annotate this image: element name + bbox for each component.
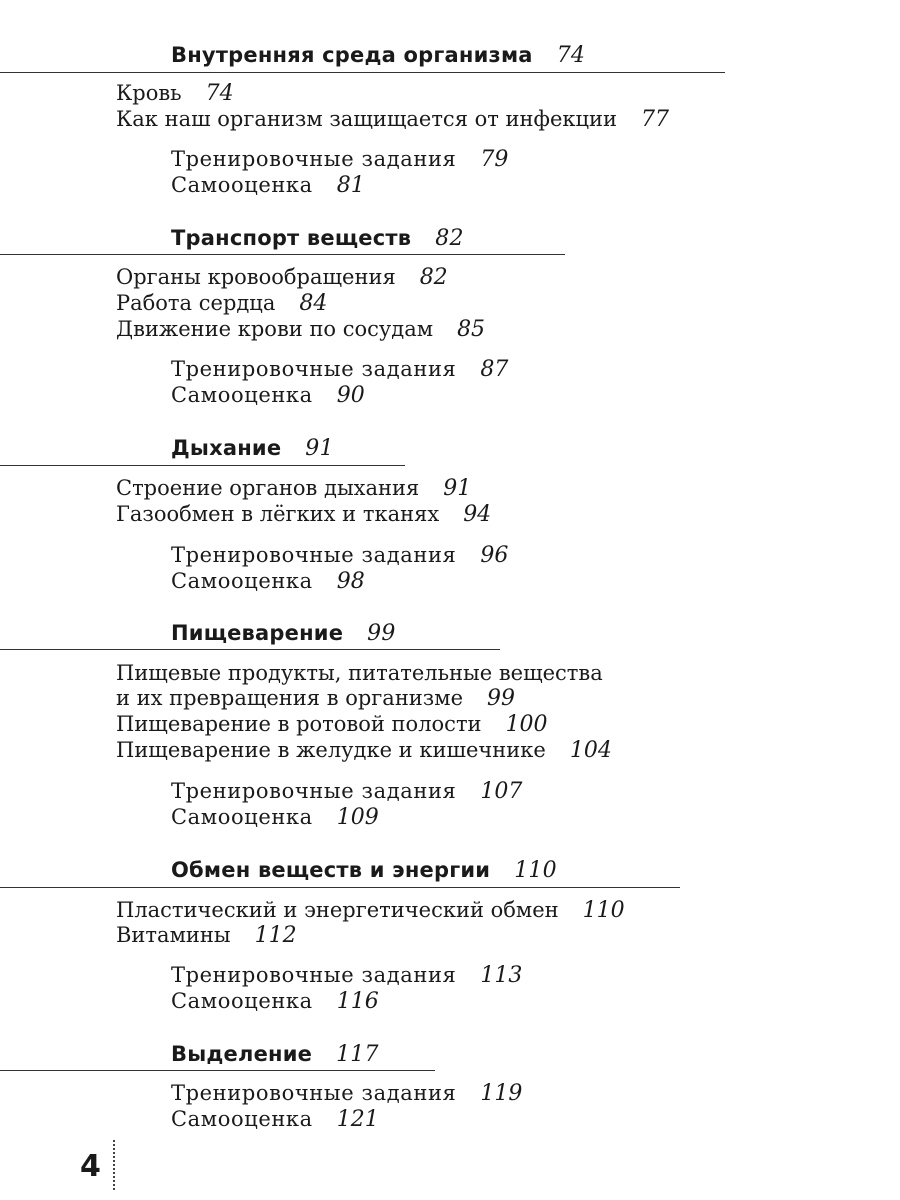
entry-title: Самооценка (171, 805, 313, 829)
entry-title: Тренировочные задания (171, 1081, 457, 1105)
entry-page-number: 85 (457, 317, 486, 342)
toc-subentry (171, 356, 508, 383)
entry-title: Строение органов дыхания (116, 476, 420, 500)
section-divider (0, 1070, 435, 1071)
entry-page-number: 121 (336, 1107, 379, 1132)
entry-page-number: 81 (336, 173, 365, 198)
toc-subentry (171, 778, 522, 805)
section-page-number: 91 (305, 436, 334, 461)
entry-title: Витамины (116, 923, 231, 947)
toc-entry (116, 264, 448, 291)
toc-entry (116, 106, 669, 133)
entry-page-number: 90 (336, 383, 365, 408)
section-divider (0, 465, 405, 466)
entry-page-number: 74 (205, 81, 234, 106)
page-number: 4 (80, 1149, 101, 1184)
entry-title: Тренировочные задания (171, 543, 457, 567)
entry-title: Самооценка (171, 1107, 313, 1131)
entry-page-number: 82 (419, 265, 448, 290)
entry-title: Пластический и энергетический обмен (116, 898, 559, 922)
entry-title: Тренировочные задания (171, 963, 457, 987)
entry-page-number: 100 (505, 712, 548, 737)
entry-title: Тренировочные задания (171, 147, 457, 171)
section-title: Транспорт веществ (171, 226, 412, 250)
entry-title: Самооценка (171, 383, 313, 407)
toc-subentry (171, 542, 508, 569)
toc-subentry (171, 146, 508, 173)
toc-entry (116, 501, 491, 528)
toc-entry (116, 685, 515, 712)
section-title: Обмен веществ и энергии (171, 858, 491, 882)
section-heading (171, 857, 557, 884)
section-divider (0, 649, 500, 650)
section-divider (0, 887, 680, 888)
entry-title: Газообмен в лёгких и тканях (116, 502, 440, 526)
entry-title: Кровь (116, 81, 182, 105)
section-divider (0, 72, 725, 73)
page-number-divider (113, 1140, 115, 1190)
toc-entry (116, 80, 234, 107)
toc-entry (116, 660, 603, 686)
entry-page-number: 87 (480, 357, 509, 382)
toc-subentry (171, 1106, 379, 1133)
toc-entry (116, 475, 471, 502)
section-heading (171, 435, 334, 462)
section-page-number: 110 (514, 858, 557, 883)
section-page-number: 99 (367, 621, 396, 646)
section-title: Внутренняя среда организма (171, 43, 533, 67)
entry-page-number: 104 (569, 738, 612, 763)
entry-title: Самооценка (171, 173, 313, 197)
section-heading (171, 620, 396, 647)
entry-title: Пищеварение в желудке и кишечнике (116, 738, 546, 762)
entry-page-number: 116 (336, 989, 379, 1014)
entry-page-number: 79 (480, 147, 509, 172)
entry-page-number: 94 (463, 502, 492, 527)
section-divider (0, 254, 565, 255)
toc-entry (116, 316, 485, 343)
entry-page-number: 110 (582, 898, 625, 923)
entry-page-number: 91 (443, 476, 472, 501)
entry-title: Как наш организм защищается от инфекции (116, 107, 618, 131)
section-heading (171, 42, 585, 69)
toc-subentry (171, 382, 365, 409)
entry-page-number: 84 (299, 291, 328, 316)
section-page-number: 82 (435, 226, 464, 251)
section-page-number: 74 (556, 43, 586, 68)
section-title: Пищеварение (171, 621, 344, 645)
entry-page-number: 99 (487, 686, 516, 711)
entry-title: Тренировочные задания (171, 779, 457, 803)
toc-subentry (171, 568, 365, 595)
entry-page-number: 119 (480, 1081, 523, 1106)
toc-subentry (171, 1080, 522, 1107)
section-title: Выделение (171, 1042, 313, 1066)
entry-page-number: 112 (254, 923, 297, 948)
entry-page-number: 98 (336, 569, 365, 594)
toc-entry (116, 737, 612, 764)
entry-title: Самооценка (171, 569, 313, 593)
entry-title: Органы кровообращения (116, 265, 396, 289)
entry-title: Тренировочные задания (171, 357, 457, 381)
entry-page-number: 113 (480, 963, 523, 988)
entry-page-number: 96 (480, 543, 509, 568)
toc-entry (116, 897, 625, 924)
entry-title: и их превращения в организме (116, 686, 464, 710)
entry-title: Самооценка (171, 989, 313, 1013)
entry-page-number: 107 (480, 779, 523, 804)
entry-title: Работа сердца (116, 291, 276, 315)
entry-title: Пищеварение в ротовой полости (116, 712, 482, 736)
toc-subentry (171, 988, 379, 1015)
entry-title: Пищевые продукты, питательные вещества (116, 661, 603, 685)
toc-subentry (171, 962, 522, 989)
toc-entry (116, 922, 297, 949)
entry-page-number: 109 (336, 805, 379, 830)
toc-subentry (171, 172, 365, 199)
entry-page-number: 77 (641, 107, 670, 132)
section-heading (171, 1041, 379, 1068)
toc-entry (116, 290, 327, 317)
section-page-number: 117 (336, 1042, 379, 1067)
toc-subentry (171, 804, 379, 831)
section-title: Дыхание (171, 436, 282, 460)
entry-title: Движение крови по сосудам (116, 317, 434, 341)
section-heading (171, 225, 464, 252)
toc-entry (116, 711, 548, 738)
